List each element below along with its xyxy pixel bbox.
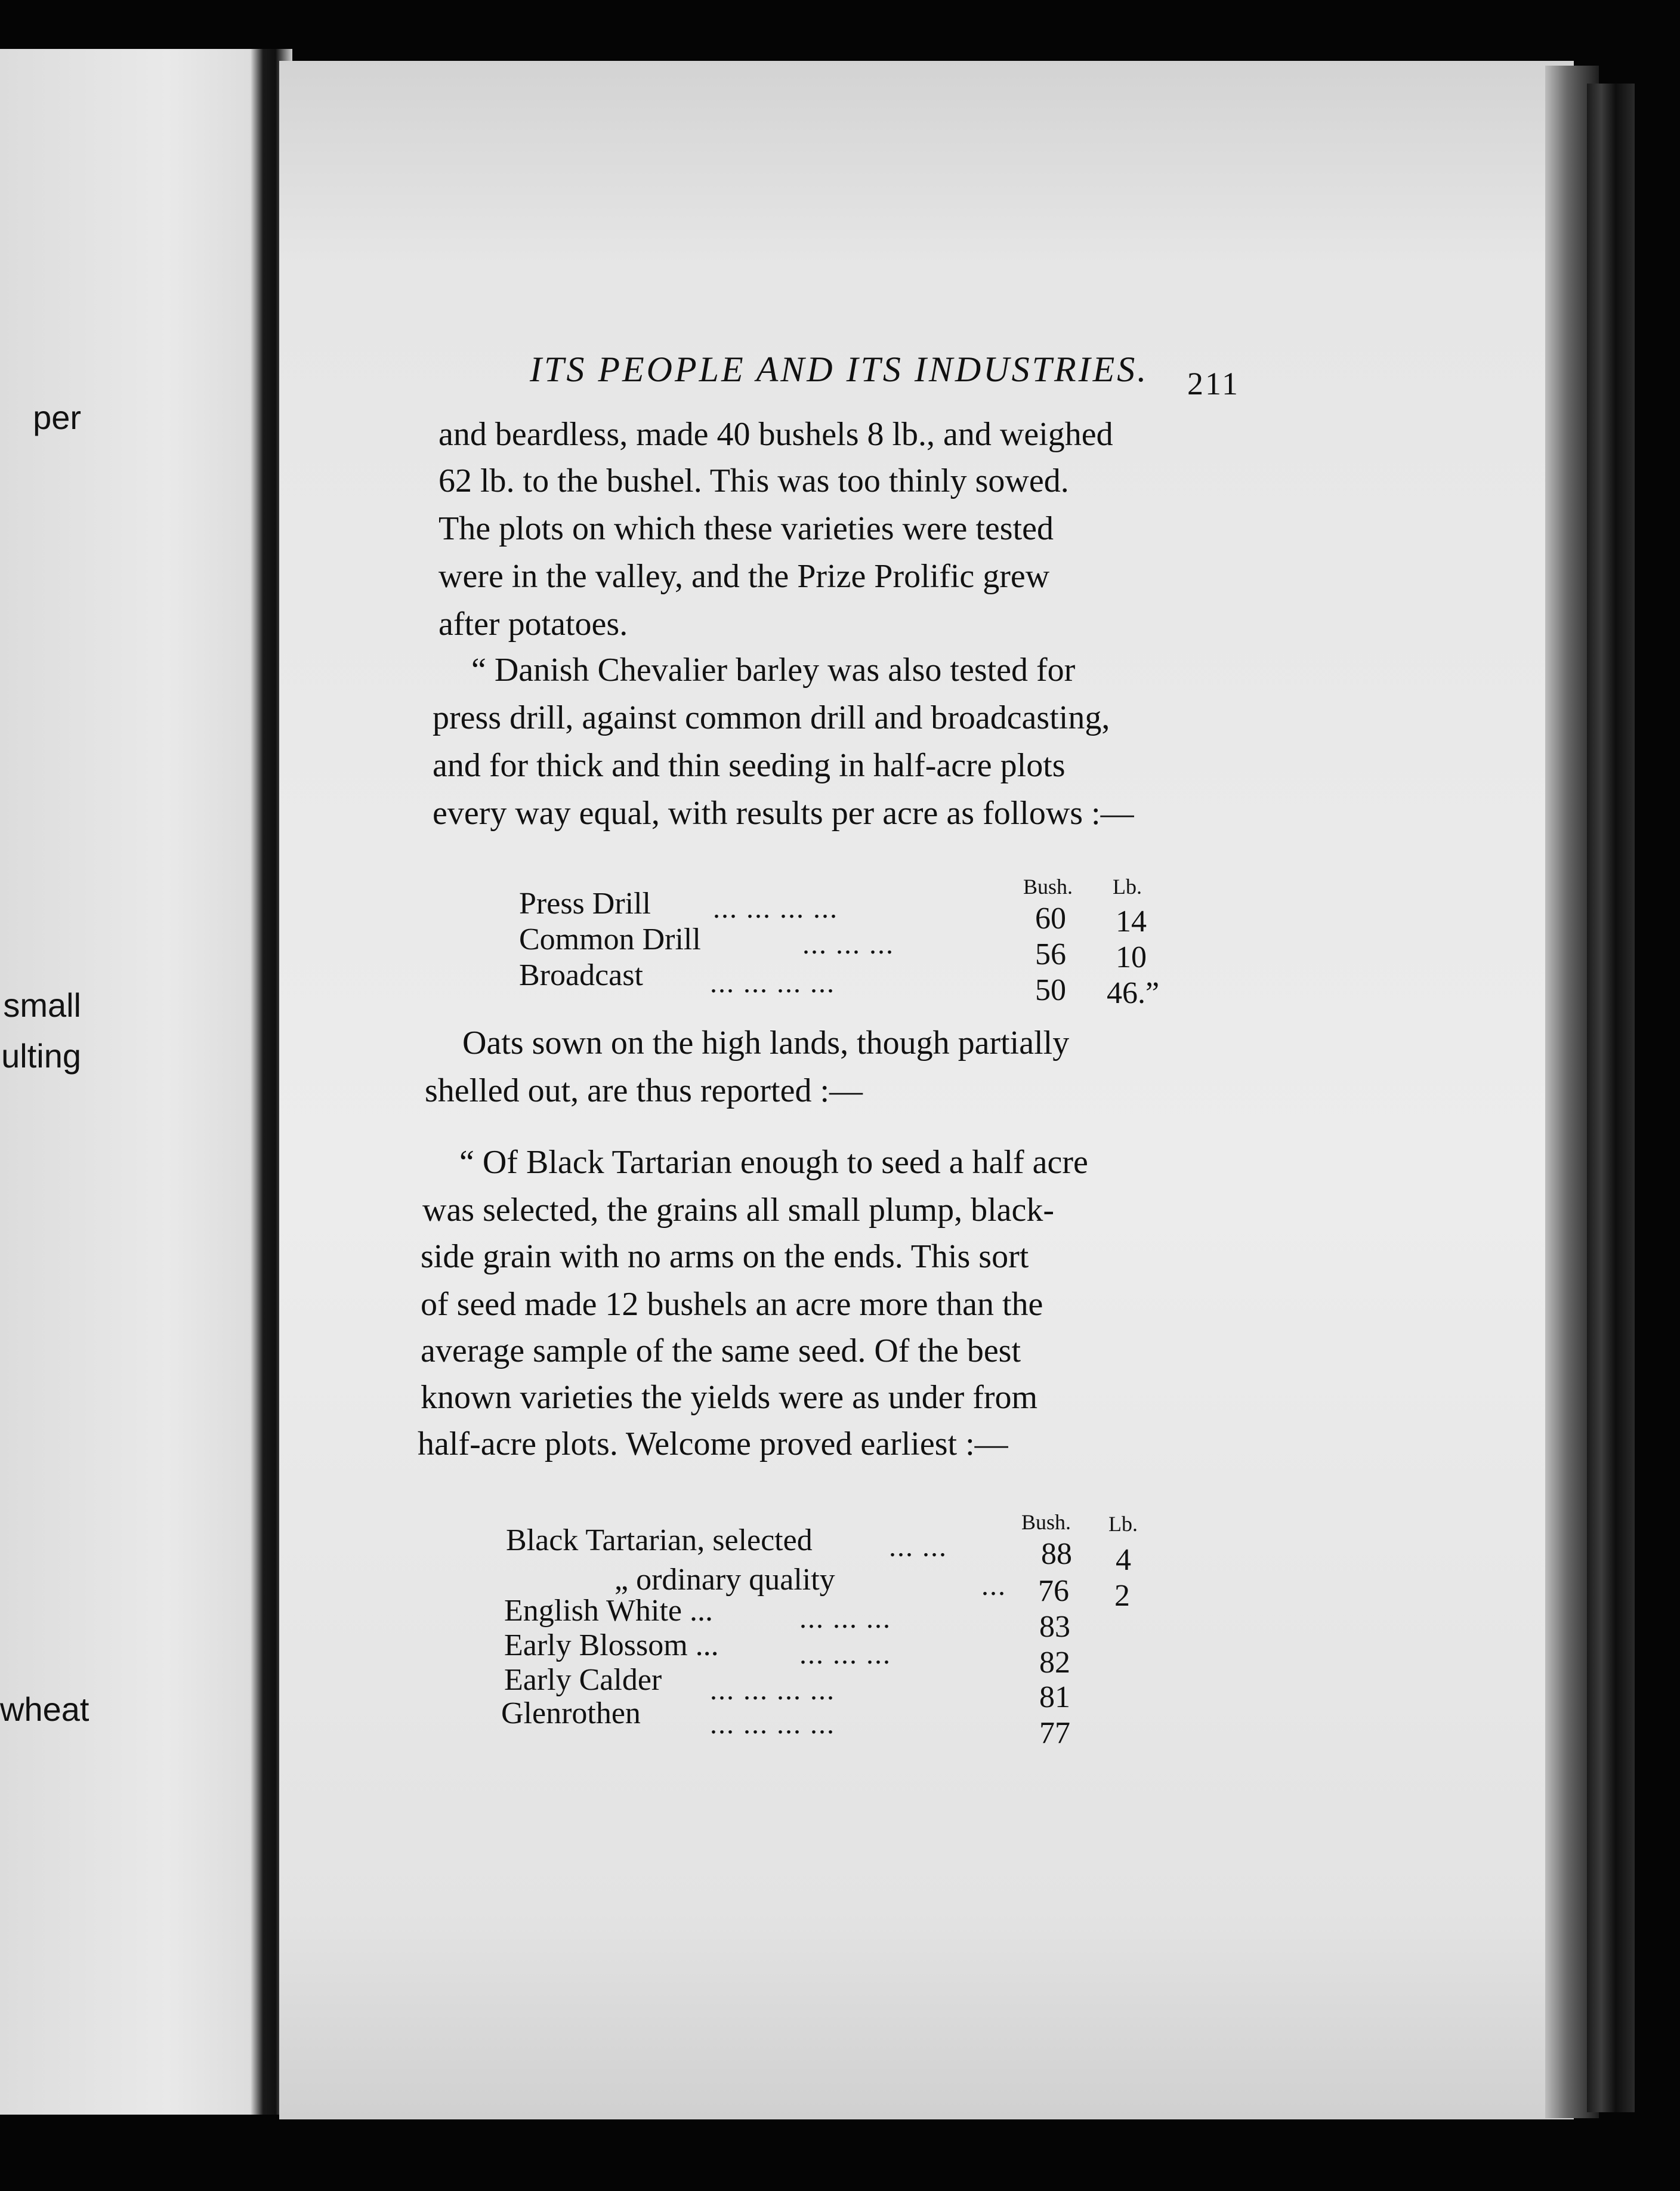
table1-row-dots: ... ... ... — [802, 928, 894, 960]
table2-row-dots: ... ... ... — [799, 1638, 891, 1670]
table2-row-lb: 2 — [1114, 1579, 1130, 1613]
paragraph2-line: and for thick and thin seeding in half-acre plots — [433, 747, 1066, 784]
table2-row-bush: 83 — [1039, 1610, 1070, 1644]
paragraph4-line: average sample of the same seed. Of the best — [421, 1332, 1021, 1369]
paragraph1-line: after potatoes. — [438, 606, 628, 643]
left-fragment-wheat: wheat — [0, 1690, 89, 1728]
paragraph1-line: 62 lb. to the bushel. This was too thinly sowed. — [438, 462, 1069, 499]
paragraph4-line: of seed made 12 bushels an acre more than the — [421, 1286, 1043, 1323]
paragraph4-line: “ Of Black Tartarian enough to seed a half acre — [459, 1144, 1088, 1181]
table2-row-label: Black Tartarian, selected — [506, 1523, 813, 1557]
table1-row-label: Broadcast — [519, 958, 643, 992]
table2-col-lb: Lb. — [1108, 1512, 1138, 1536]
paragraph1-line: The plots on which these varieties were tested — [438, 510, 1054, 547]
table2-row-dots: ... ... — [889, 1531, 947, 1563]
paragraph3-line: shelled out, are thus reported :— — [425, 1072, 863, 1109]
table2-row-dots: ... ... ... — [799, 1603, 891, 1634]
table1-row-lb: 10 — [1116, 940, 1147, 974]
paragraph2-line: “ Danish Chevalier barley was also tested for — [471, 652, 1076, 689]
table1-row-lb: 14 — [1116, 905, 1147, 939]
running-title: ITS PEOPLE AND ITS INDUSTRIES. — [530, 350, 1149, 389]
table1-row-lb: 46.” — [1107, 976, 1160, 1010]
paragraph2-line: press drill, against common drill and broadcasting, — [433, 699, 1110, 736]
left-fragment-small: small — [3, 986, 81, 1024]
paragraph1-line: and beardless, made 40 bushels 8 lb., and weighed — [438, 416, 1113, 453]
table2-row-label: „ ordinary quality — [614, 1563, 835, 1597]
table1-col-lb: Lb. — [1113, 875, 1142, 899]
table2-col-bush: Bush. — [1021, 1510, 1071, 1534]
table1-row-dots: ... ... ... ... — [710, 967, 835, 999]
table1-row-bush: 56 — [1035, 937, 1066, 971]
page-number: 211 — [1187, 366, 1240, 402]
table1-row-label: Common Drill — [519, 922, 701, 956]
table2-row-bush: 81 — [1039, 1680, 1070, 1714]
table1-row-dots: ... ... ... ... — [713, 893, 838, 924]
left-fragment-ulting: ulting — [1, 1037, 81, 1075]
table2-row-dots: ... — [981, 1570, 1006, 1601]
table2-row-bush: 76 — [1038, 1574, 1069, 1608]
paragraph4-line: known varieties the yields were as under from — [421, 1379, 1038, 1416]
paragraph4-line: half-acre plots. Welcome proved earliest :— — [418, 1425, 1008, 1462]
table1-row-bush: 50 — [1035, 973, 1066, 1007]
table1-col-bush: Bush. — [1023, 875, 1073, 899]
paragraph4-line: side grain with no arms on the ends. This sort — [421, 1238, 1029, 1275]
table2-row-label: Early Blossom ... — [504, 1628, 719, 1662]
paragraph3-line: Oats sown on the high lands, though partially — [462, 1024, 1070, 1061]
table2-row-label: Early Calder — [504, 1663, 662, 1697]
table1-row-label: Press Drill — [519, 887, 651, 921]
table2-row-dots: ... ... ... ... — [710, 1708, 835, 1740]
paragraph1-line: were in the valley, and the Prize Prolific grew — [438, 558, 1050, 595]
table1-row-bush: 60 — [1035, 902, 1066, 936]
table2-row-bush: 82 — [1039, 1646, 1070, 1680]
table2-row-lb: 4 — [1116, 1543, 1131, 1577]
table2-row-dots: ... ... ... ... — [710, 1674, 835, 1706]
table2-row-bush: 88 — [1041, 1537, 1072, 1571]
left-page — [0, 49, 279, 2115]
table2-row-label: Glenrothen — [501, 1696, 641, 1730]
table2-row-bush: 77 — [1039, 1716, 1070, 1750]
book-edge — [1587, 84, 1635, 2112]
paragraph4-line: was selected, the grains all small plump, black- — [422, 1192, 1055, 1229]
paragraph2-line: every way equal, with results per acre as follows :— — [433, 795, 1134, 832]
left-fragment-per: per — [33, 399, 81, 436]
table2-row-label: English White ... — [504, 1594, 714, 1628]
